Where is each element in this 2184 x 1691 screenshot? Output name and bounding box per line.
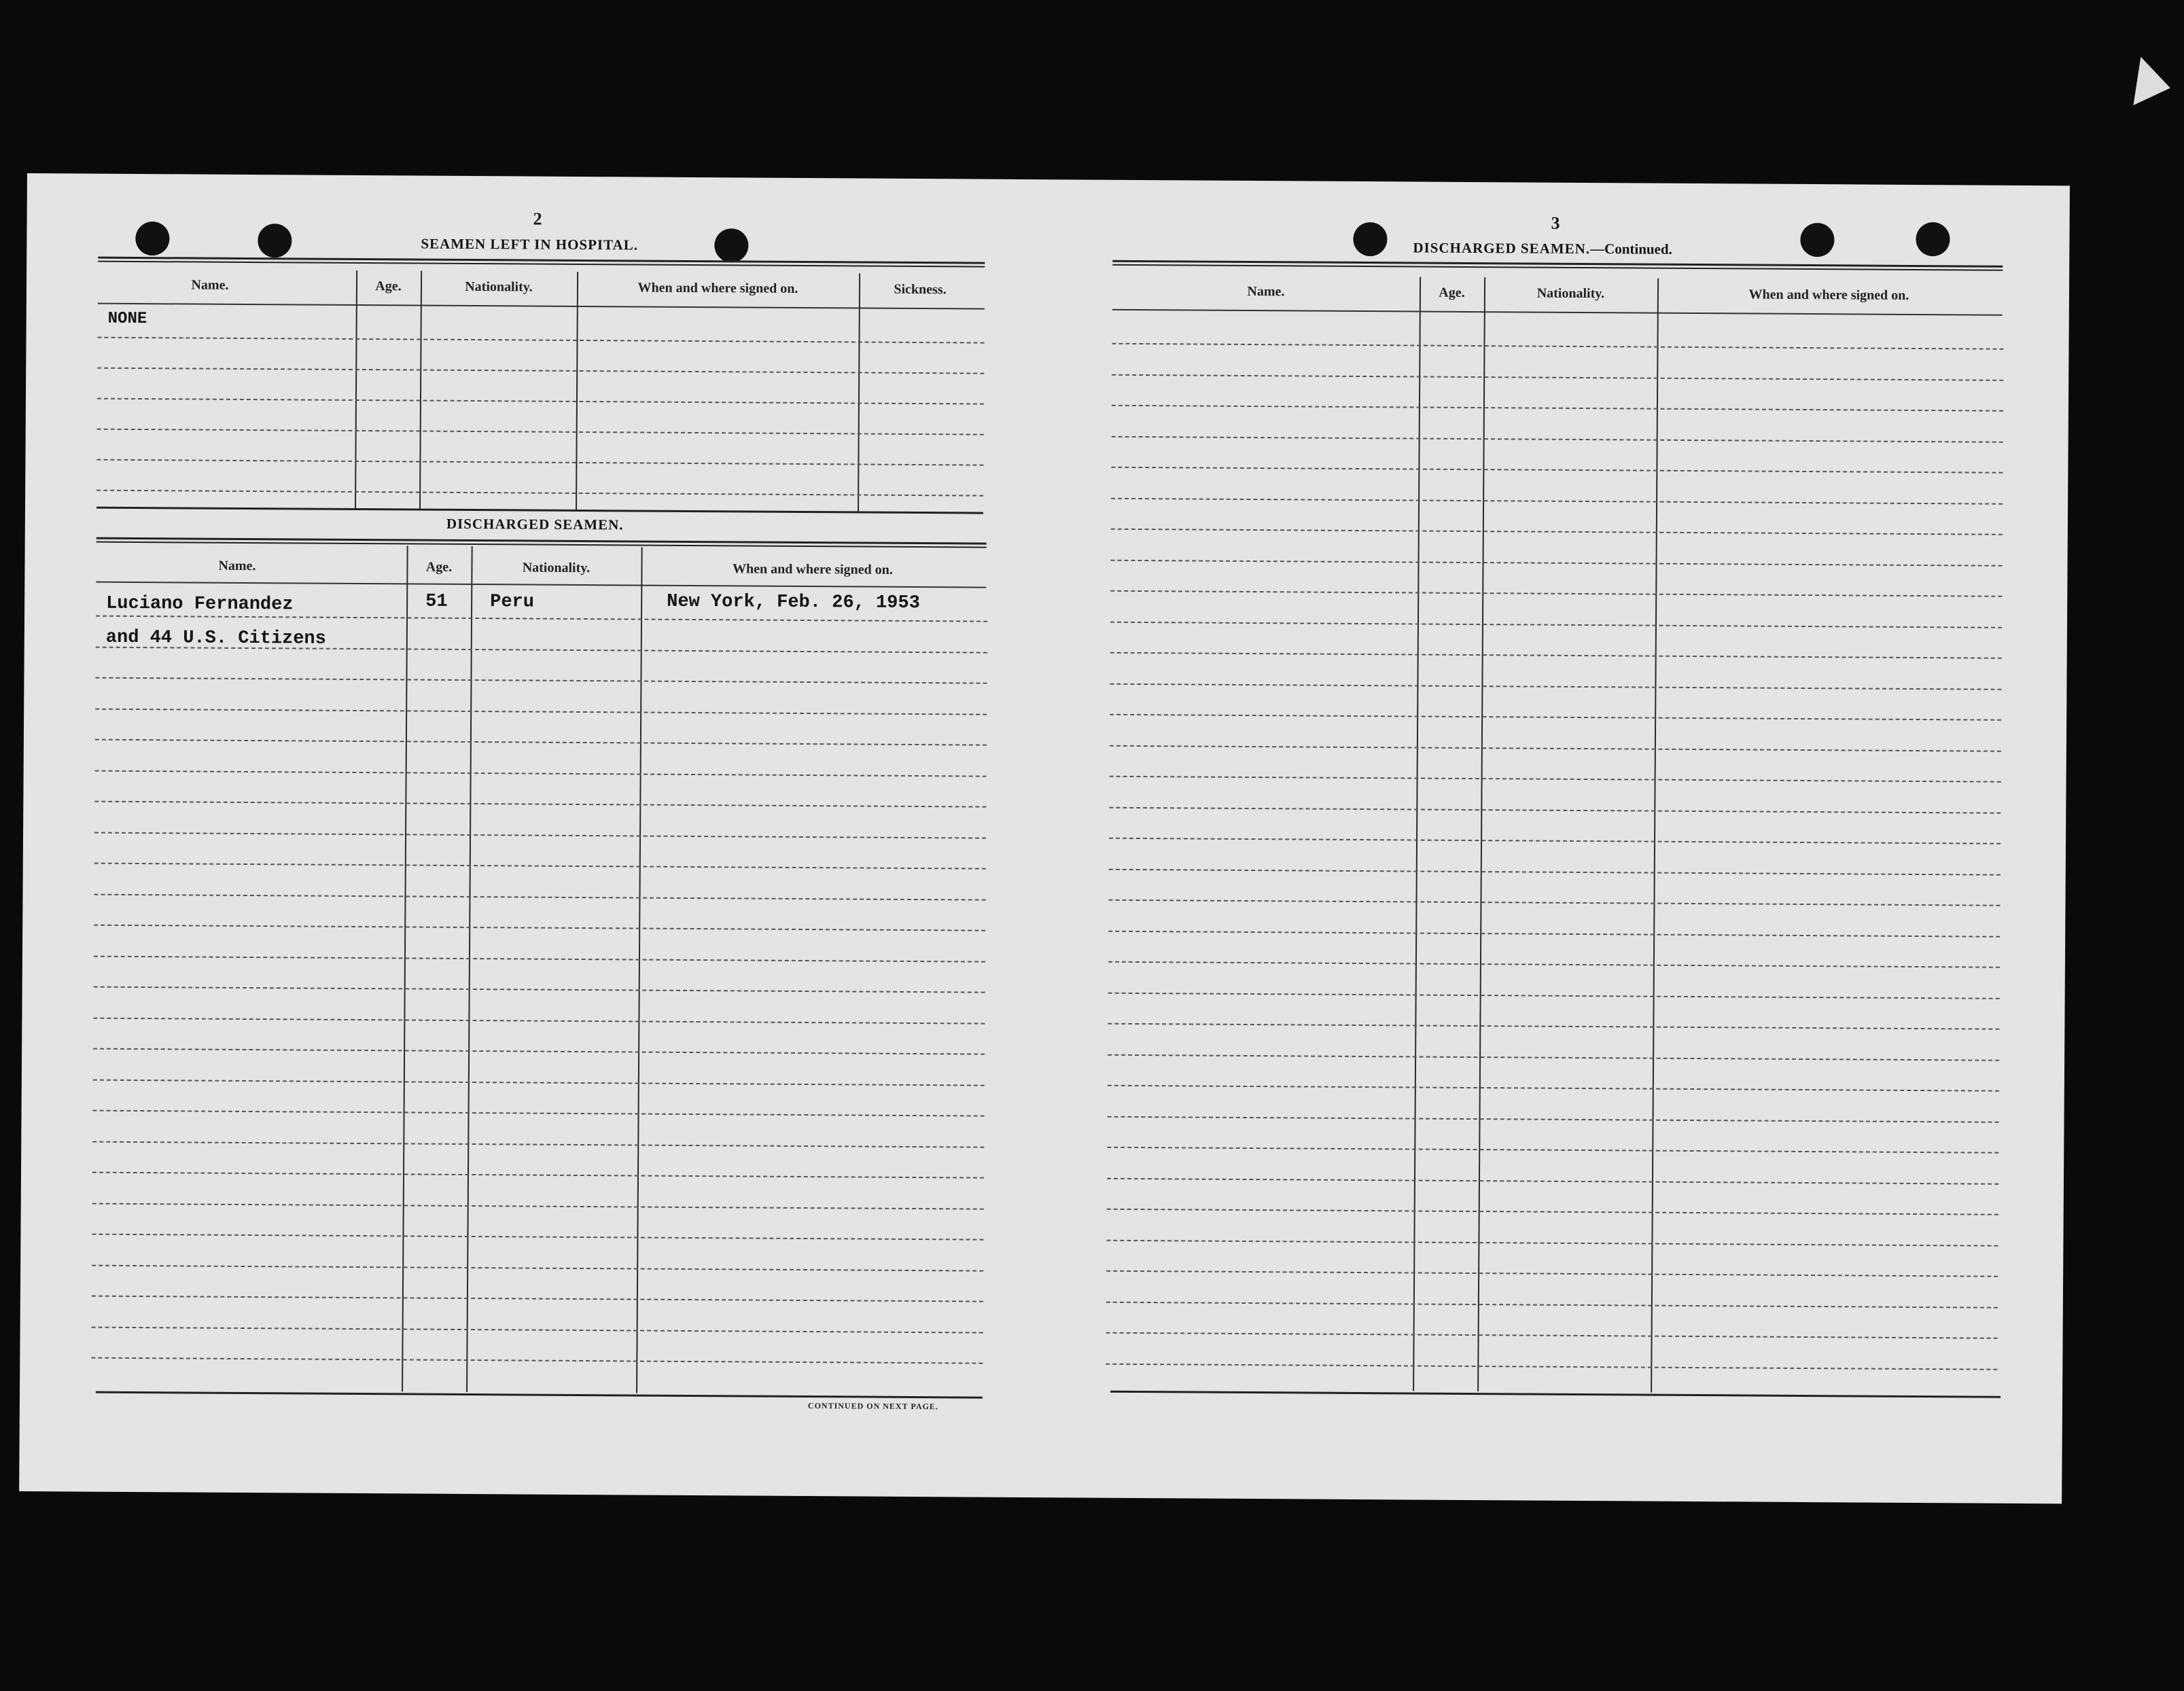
row-line: [94, 893, 986, 900]
hospital-col-divider: [419, 271, 422, 509]
row-line: [92, 1141, 984, 1147]
row-line: [1110, 652, 2002, 659]
row-line: [94, 832, 986, 838]
row-line: [1112, 374, 2003, 380]
right-title-main: DISCHARGED SEAMEN.: [1413, 239, 1591, 257]
discharged-col-signed-on: When and where signed on.: [732, 561, 893, 577]
right-title-continued: —Continued.: [1589, 241, 1672, 257]
punch-hole: [1916, 222, 1950, 256]
discharged-entry-age: 51: [425, 591, 448, 612]
row-line: [92, 1203, 984, 1209]
right-col-divider: [1651, 279, 1659, 1393]
hospital-bottom-rule: [96, 507, 983, 514]
row-line: [1110, 683, 2001, 690]
punch-hole: [1353, 222, 1387, 256]
discharged-section-title: DISCHARGED SEAMEN.: [446, 515, 624, 533]
row-line: [95, 708, 987, 715]
discharged-entry-nationality: Peru: [490, 592, 535, 613]
row-line: [95, 677, 987, 684]
row-line: [1110, 714, 2001, 721]
row-line: [94, 925, 985, 931]
right-header-underline: [1112, 309, 2003, 316]
row-line: [1110, 776, 2001, 783]
hospital-section-title: SEAMEN LEFT IN HOSPITAL.: [421, 235, 639, 253]
row-line: [94, 801, 986, 808]
right-top-rule: [1112, 260, 2003, 271]
row-line: [1107, 1177, 1998, 1184]
row-line: [92, 1234, 983, 1241]
row-line: [1106, 1332, 1998, 1339]
hospital-col-signed-on: When and where signed on.: [637, 280, 798, 296]
discharged-entry-name: and 44 U.S. Citizens: [105, 627, 326, 649]
row-line: [97, 368, 984, 374]
hospital-col-name: Name.: [191, 277, 229, 293]
hospital-col-sickness: Sickness.: [894, 281, 947, 298]
row-line: [92, 1326, 983, 1333]
right-bottom-rule: [1110, 1391, 2001, 1398]
row-line: [1111, 529, 2003, 535]
row-line: [92, 1172, 984, 1179]
discharged-entry-signed-on: New York, Feb. 26, 1953: [667, 591, 920, 614]
row-line: [1106, 1239, 1998, 1246]
discharged-col-divider: [636, 548, 643, 1393]
row-line: [94, 986, 985, 993]
row-line: [1109, 806, 2001, 813]
row-line: [93, 1079, 985, 1086]
row-line: [1111, 559, 2003, 566]
discharged-col-divider: [402, 546, 408, 1391]
row-line: [94, 863, 986, 870]
page-number-right: 3: [1551, 213, 1560, 233]
row-line: [1109, 868, 2001, 875]
hospital-col-nationality: Nationality.: [465, 279, 533, 295]
discharged-col-age: Age.: [425, 559, 453, 575]
row-line: [1111, 497, 2003, 504]
row-line: [93, 1048, 985, 1055]
row-line: [1112, 405, 2003, 412]
hospital-top-rule: [98, 257, 985, 268]
row-line: [97, 429, 984, 435]
right-col-divider: [1477, 277, 1485, 1391]
punch-hole: [714, 228, 748, 262]
row-line: [91, 1357, 983, 1364]
row-line: [96, 459, 983, 466]
hospital-header-underline: [98, 303, 985, 310]
row-line: [95, 770, 987, 777]
row-line: [92, 1296, 983, 1302]
row-line: [1106, 1270, 1998, 1277]
discharged-bottom-rule: [96, 1391, 983, 1399]
row-line: [1112, 435, 2003, 442]
row-line: [1108, 930, 2000, 937]
hospital-entry-name: NONE: [107, 309, 147, 329]
right-col-divider: [1413, 277, 1421, 1391]
row-line: [1108, 1085, 1999, 1092]
punch-hole: [258, 224, 292, 257]
right-section-title: [1413, 239, 1672, 257]
row-line: [1106, 1363, 1997, 1370]
discharged-col-nationality: Nationality.: [522, 560, 591, 576]
row-line: [1107, 1209, 1998, 1215]
row-line: [1108, 1054, 1999, 1061]
row-line: [1108, 992, 2000, 999]
torn-corner-fragment: [2116, 51, 2170, 105]
row-line: [1110, 621, 2002, 628]
row-line: [1111, 467, 2003, 474]
row-line: [1106, 1301, 1998, 1308]
row-line: [1108, 900, 2000, 906]
row-line: [96, 490, 983, 497]
row-line: [93, 1110, 985, 1117]
discharged-entry-name: Luciano Fernandez: [106, 593, 294, 616]
discharged-row-lines: [27, 173, 2070, 185]
page-number-left: 2: [533, 209, 542, 229]
discharged-col-name: Name.: [218, 558, 256, 574]
right-col-name: Name.: [1247, 283, 1285, 300]
row-line: [94, 955, 985, 962]
row-line: [1107, 1147, 1998, 1154]
left-page: [27, 173, 2070, 1412]
discharged-top-rule: [96, 537, 987, 548]
right-col-age: Age.: [1439, 285, 1465, 300]
hospital-col-divider: [576, 272, 578, 510]
row-line: [97, 398, 984, 405]
row-line: [98, 337, 985, 344]
discharged-header-underline: [96, 582, 986, 588]
row-line: [1110, 745, 2001, 751]
hospital-col-divider: [858, 273, 860, 511]
right-col-signed-on: When and where signed on.: [1748, 287, 1909, 303]
document-sheet: [19, 173, 2070, 1503]
row-line: [1112, 343, 2003, 350]
row-line: [1110, 590, 2002, 597]
punch-hole: [135, 221, 169, 255]
row-line: [93, 1017, 985, 1024]
hospital-col-divider: [355, 270, 357, 508]
row-line: [96, 616, 987, 622]
right-col-nationality: Nationality.: [1536, 285, 1605, 302]
discharged-col-divider: [466, 546, 473, 1392]
row-line: [1108, 961, 2000, 968]
row-line: [1109, 838, 2001, 844]
row-line: [96, 646, 987, 653]
continued-footer: CONTINUED ON NEXT PAGE.: [807, 1401, 938, 1412]
row-line: [95, 739, 987, 746]
hospital-col-age: Age.: [375, 279, 402, 294]
row-line: [92, 1264, 983, 1271]
right-row-lines: [27, 173, 2070, 185]
row-line: [1108, 1116, 1999, 1122]
row-line: [1108, 1023, 1999, 1030]
punch-hole: [1800, 223, 1834, 257]
